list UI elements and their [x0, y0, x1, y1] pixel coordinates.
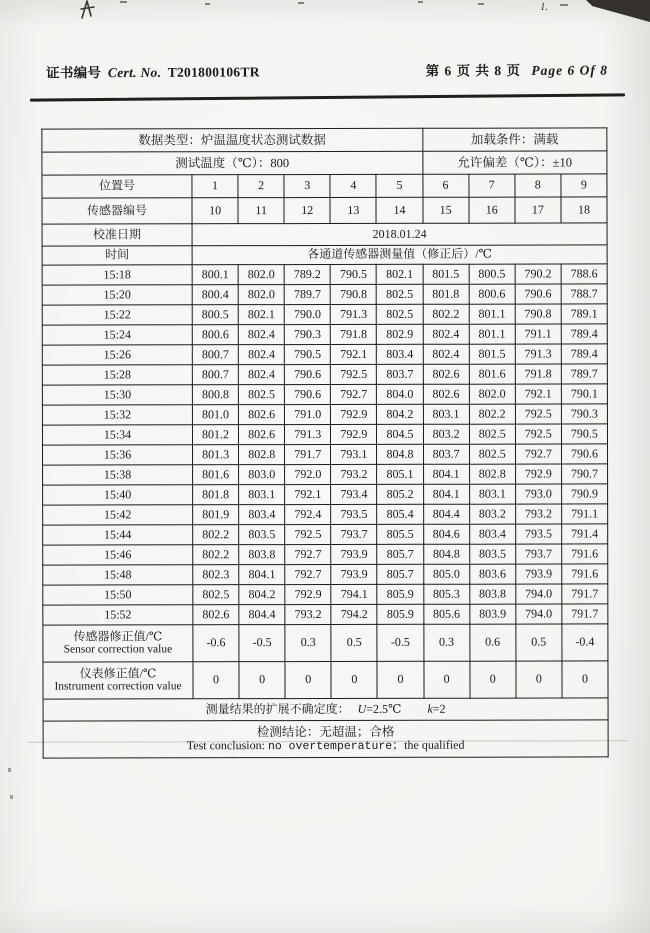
reading-value: 790.1: [561, 384, 607, 404]
reading-value: 803.4: [469, 524, 515, 544]
page-indicator: [426, 59, 608, 80]
scan-speck: [478, 3, 484, 5]
value-cell: 3: [284, 174, 330, 197]
reading-value: 801.5: [423, 264, 469, 284]
reading-time: 15:46: [43, 545, 193, 565]
value-cell: 8: [515, 174, 561, 197]
conclusion-en-mono: no overtemperature: [267, 739, 393, 753]
reading-value: 801.0: [192, 405, 238, 425]
scan-speck: [8, 768, 11, 772]
reading-value: 789.4: [561, 344, 607, 364]
reading-value: 802.5: [469, 444, 515, 464]
value-cell: 0: [470, 661, 516, 698]
reading-value: 788.6: [561, 264, 607, 284]
reading-time: 15:42: [43, 505, 193, 525]
reading-value: 800.7: [192, 345, 238, 365]
value-cell: 1: [192, 175, 238, 198]
value-cell: 0: [562, 661, 608, 698]
reading-value: 792.1: [515, 384, 561, 404]
reading-row: [42, 384, 607, 405]
reading-value: 790.8: [515, 304, 561, 324]
reading-value: 803.5: [239, 525, 285, 545]
reading-value: 805.1: [377, 464, 423, 484]
reading-time: 15:52: [43, 605, 193, 625]
reading-value: 800.5: [192, 305, 238, 325]
scan-speck: [205, 3, 210, 5]
value-cell: 9: [561, 174, 607, 197]
load-condition-cell: 加载条件：满载: [422, 128, 607, 151]
reading-time: 15:40: [43, 485, 193, 505]
uncertainty-row: [43, 698, 608, 721]
reading-value: 792.0: [285, 464, 331, 484]
reading-value: 802.1: [238, 305, 284, 325]
reading-value: 802.9: [377, 324, 423, 344]
reading-value: 803.8: [469, 584, 515, 604]
reading-row: [42, 404, 607, 425]
reading-value: 804.8: [423, 544, 469, 564]
reading-row: [43, 604, 608, 625]
page-indicator-zh: 第 6 页 共 8 页: [425, 62, 522, 79]
reading-value: 791.8: [331, 324, 377, 344]
reading-value: 803.4: [239, 505, 285, 525]
reading-value: 791.6: [562, 544, 608, 564]
value-cell: 0: [424, 661, 470, 698]
reading-value: 791.6: [562, 564, 608, 584]
reading-value: 803.0: [239, 465, 285, 485]
reading-value: 802.8: [469, 464, 515, 484]
value-cell: 0.5: [516, 624, 562, 661]
reading-value: 802.8: [239, 445, 285, 465]
reading-value: 790.6: [285, 384, 331, 404]
reading-value: 805.9: [377, 584, 423, 604]
reading-value: 791.3: [515, 344, 561, 364]
value-cell: 18: [561, 197, 607, 223]
reading-time: 15:20: [42, 285, 192, 305]
reading-row: [42, 424, 607, 445]
reading-value: 803.5: [469, 544, 515, 564]
reading-value: 805.7: [377, 564, 423, 584]
value-cell: 0: [193, 662, 239, 699]
reading-value: 792.7: [285, 544, 331, 564]
reading-value: 793.9: [331, 564, 377, 584]
value-cell: 4: [330, 174, 376, 197]
reading-value: 790.6: [285, 364, 331, 384]
reading-value: 803.1: [423, 404, 469, 424]
reading-value: 804.1: [423, 464, 469, 484]
reading-value: 802.0: [238, 285, 284, 305]
sensor-correction-row: [43, 624, 608, 662]
reading-value: 792.1: [331, 344, 377, 364]
reading-value: 803.7: [423, 444, 469, 464]
reading-value: 792.9: [285, 584, 331, 604]
calibration-label: 校准日期: [42, 224, 192, 246]
reading-value: 793.7: [515, 544, 561, 564]
reading-value: 805.0: [423, 564, 469, 584]
reading-value: 800.4: [192, 285, 238, 305]
reading-value: 803.2: [423, 424, 469, 444]
reading-value: 802.0: [469, 384, 515, 404]
reading-value: 804.1: [423, 484, 469, 504]
reading-value: 802.1: [377, 264, 423, 284]
reading-time: 15:32: [42, 405, 192, 425]
reading-value: 802.3: [193, 565, 239, 585]
scan-speck: [560, 4, 568, 6]
reading-value: 792.4: [285, 504, 331, 524]
reading-value: 789.7: [561, 364, 607, 384]
reading-value: 803.8: [239, 545, 285, 565]
value-cell: -0.4: [562, 624, 608, 661]
reading-value: 802.2: [193, 525, 239, 545]
reading-value: 790.3: [284, 324, 330, 344]
value-cell: 0: [516, 661, 562, 698]
reading-value: 793.0: [515, 484, 561, 504]
value-cell: -0.5: [377, 624, 423, 661]
instrument-correction-label: [43, 662, 193, 699]
reading-value: 805.9: [377, 604, 423, 624]
reading-value: 793.5: [515, 524, 561, 544]
certificate-number-line: [46, 60, 260, 81]
reading-value: 804.1: [239, 565, 285, 585]
reading-row: [42, 364, 607, 385]
reading-row: [43, 524, 608, 545]
uncertainty-k-value: =2: [432, 701, 446, 716]
cert-number: T201800106TR: [167, 64, 260, 80]
reading-value: 793.1: [331, 444, 377, 464]
sensor-correction-label-zh: 传感器修正值/℃: [73, 629, 163, 644]
reading-time: 15:36: [43, 445, 193, 465]
handwritten-mark: [78, 0, 100, 20]
instrument-correction-row: [43, 661, 608, 699]
reading-value: 792.5: [515, 404, 561, 424]
reading-value: 800.5: [469, 264, 515, 284]
scan-speck: [418, 1, 423, 3]
value-cell: 0: [331, 661, 377, 698]
calibration-row: [42, 223, 607, 246]
reading-value: 800.1: [192, 265, 238, 285]
reading-time: 15:34: [42, 425, 192, 445]
reading-time: 15:48: [43, 565, 193, 585]
reading-value: 792.9: [515, 464, 561, 484]
reading-row: [42, 344, 607, 365]
value-cell: 15: [423, 197, 469, 223]
reading-value: 803.1: [239, 485, 285, 505]
reading-value: 803.1: [469, 484, 515, 504]
reading-value: 801.1: [469, 304, 515, 324]
value-cell: 5: [376, 174, 422, 197]
reading-value: 790.6: [561, 444, 607, 464]
reading-value: 802.4: [423, 324, 469, 344]
reading-value: 794.1: [331, 584, 377, 604]
reading-row: [42, 264, 607, 285]
doc-header: [46, 59, 608, 82]
reading-value: 789.4: [561, 324, 607, 344]
reading-value: 802.2: [423, 304, 469, 324]
reading-value: 802.4: [238, 365, 284, 385]
instrument-correction-label-zh: 仪表修正值/℃: [79, 666, 157, 681]
value-cell: 17: [515, 197, 561, 223]
header-rule: [30, 93, 625, 101]
calibration-date: 2018.01.24: [192, 223, 607, 246]
reading-value: 800.6: [192, 325, 238, 345]
reading-value: 802.6: [423, 384, 469, 404]
value-cell: 2: [238, 175, 284, 198]
scan-corner-shadow: [586, 0, 650, 22]
reading-row: [42, 304, 607, 325]
instrument-correction-label-en: Instrument correction value: [54, 680, 182, 693]
position-label: 位置号: [42, 175, 192, 198]
reading-value: 791.7: [562, 584, 608, 604]
reading-time: 15:18: [42, 265, 192, 285]
reading-row: [43, 564, 608, 585]
reading-value: 792.7: [285, 564, 331, 584]
reading-value: 801.3: [193, 445, 239, 465]
reading-value: 792.7: [515, 444, 561, 464]
value-cell: -0.5: [239, 625, 285, 662]
value-cell: 7: [469, 174, 515, 197]
uncertainty-k-symbol: k: [427, 701, 433, 716]
reading-value: 791.3: [331, 304, 377, 324]
readings-body: [42, 264, 608, 625]
reading-value: 792.7: [331, 384, 377, 404]
value-cell: 0.3: [285, 624, 331, 661]
allowed-deviation-cell: 允许偏差（℃）：±10: [422, 151, 607, 174]
reading-row: [43, 444, 608, 465]
reading-row: [43, 584, 608, 605]
reading-value: 791.0: [285, 404, 331, 424]
reading-value: 793.9: [331, 544, 377, 564]
conclusion-en-suffix: ；the qualified: [392, 737, 465, 752]
reading-value: 789.2: [284, 264, 330, 284]
reading-row: [42, 324, 607, 345]
reading-row: [43, 464, 608, 485]
reading-time: 15:28: [42, 365, 192, 385]
reading-value: 804.8: [377, 444, 423, 464]
value-cell: 13: [330, 197, 376, 223]
time-header-row: [42, 245, 607, 265]
reading-value: 790.5: [561, 424, 607, 444]
scan-speck: [10, 795, 13, 799]
reading-value: 803.2: [469, 504, 515, 524]
conclusion-cell: [43, 720, 608, 758]
reading-value: 802.5: [469, 424, 515, 444]
reading-value: 792.1: [285, 484, 331, 504]
conclusion-zh: 检测结论：无超温；合格: [256, 724, 395, 739]
reading-value: 804.4: [423, 504, 469, 524]
reading-value: 791.3: [285, 424, 331, 444]
reading-value: 790.9: [561, 484, 607, 504]
reading-value: 803.6: [469, 564, 515, 584]
reading-value: 800.8: [192, 385, 238, 405]
data-type-row: [42, 128, 607, 152]
handwritten-tick: 1.: [540, 1, 549, 13]
test-temp-row: [42, 151, 607, 175]
reading-row: [43, 504, 608, 525]
value-cell: 0.5: [331, 624, 377, 661]
reading-value: 805.2: [377, 484, 423, 504]
reading-value: 803.9: [469, 604, 515, 624]
reading-value: 801.5: [469, 344, 515, 364]
reading-value: 802.4: [238, 325, 284, 345]
reading-value: 802.6: [423, 364, 469, 384]
value-cell: 14: [376, 197, 422, 223]
reading-value: 802.5: [377, 284, 423, 304]
reading-value: 800.7: [192, 365, 238, 385]
reading-value: 793.2: [515, 504, 561, 524]
reading-value: 791.7: [562, 604, 608, 624]
reading-value: 793.5: [331, 504, 377, 524]
reading-value: 791.8: [515, 364, 561, 384]
test-temp-cell: 测试温度（℃）：800: [42, 151, 423, 175]
reading-value: 791.1: [562, 504, 608, 524]
reading-value: 802.4: [423, 344, 469, 364]
value-cell: 11: [238, 198, 284, 224]
value-cell: 6: [422, 174, 468, 197]
reading-row: [43, 544, 608, 565]
reading-value: 802.2: [469, 404, 515, 424]
reading-value: 793.7: [331, 524, 377, 544]
reading-value: 794.0: [516, 584, 562, 604]
scan-speck: [120, 1, 127, 3]
page-indicator-en: Page 6 Of 8: [531, 62, 609, 78]
reading-value: 804.0: [377, 384, 423, 404]
value-cell: 12: [284, 197, 330, 223]
value-cell: 16: [469, 197, 515, 223]
reading-value: 802.6: [193, 605, 239, 625]
position-row: [42, 174, 607, 198]
cert-label-zh: 证书编号: [45, 65, 102, 81]
reading-value: 790.0: [284, 304, 330, 324]
reading-value: 803.4: [377, 344, 423, 364]
value-cell: 0.6: [470, 624, 516, 661]
reading-value: 801.6: [469, 364, 515, 384]
reading-value: 804.5: [377, 424, 423, 444]
reading-value: 801.8: [193, 485, 239, 505]
reading-value: 801.2: [192, 425, 238, 445]
reading-value: 793.9: [516, 564, 562, 584]
reading-time: 15:50: [43, 585, 193, 605]
reading-time: 15:22: [42, 305, 192, 325]
uncertainty-prefix: 测量结果的扩展不确定度：: [205, 701, 350, 717]
reading-value: 802.2: [193, 545, 239, 565]
reading-value: 790.7: [561, 464, 607, 484]
conclusion-en: [46, 738, 606, 754]
reading-value: 803.7: [377, 364, 423, 384]
uncertainty-u-value: =2.5℃: [366, 701, 402, 716]
reading-value: 789.1: [561, 304, 607, 324]
conclusion-en-prefix: Test conclusion:: [186, 737, 268, 752]
conclusion-row: [43, 720, 608, 758]
reading-value: 801.6: [193, 465, 239, 485]
reading-value: 790.5: [285, 344, 331, 364]
value-cell: -0.6: [193, 625, 239, 662]
data-type-cell: 数据类型：炉温温度状态测试数据: [42, 128, 423, 152]
uncertainty-u-symbol: U: [357, 701, 367, 716]
reading-value: 804.2: [239, 585, 285, 605]
value-cell: 10: [192, 198, 238, 224]
cert-label-en: Cert. No.: [107, 64, 162, 81]
reading-value: 791.4: [562, 524, 608, 544]
reading-time: 15:44: [43, 525, 193, 545]
reading-value: 804.6: [423, 524, 469, 544]
reading-value: 802.6: [239, 425, 285, 445]
reading-value: 793.2: [285, 604, 331, 624]
reading-value: 793.4: [331, 484, 377, 504]
reading-time: 15:30: [42, 385, 192, 405]
reading-value: 801.1: [469, 324, 515, 344]
channel-header: 各通道传感器测量值（修正后）/℃: [192, 245, 607, 265]
furnace-test-data-table: [41, 127, 608, 758]
reading-value: 801.9: [193, 505, 239, 525]
reading-row: [42, 284, 607, 305]
sensor-id-row: [42, 197, 607, 224]
reading-value: 791.7: [285, 444, 331, 464]
reading-value: 802.5: [238, 385, 284, 405]
reading-value: 792.5: [331, 364, 377, 384]
reading-value: 791.1: [515, 324, 561, 344]
value-cell: 0: [377, 661, 423, 698]
scan-speck: [298, 2, 304, 4]
reading-value: 792.9: [331, 404, 377, 424]
sensor-correction-label: [43, 625, 193, 662]
reading-value: 805.7: [377, 544, 423, 564]
value-cell: 0: [285, 661, 331, 698]
reading-value: 792.5: [515, 424, 561, 444]
reading-value: 792.9: [331, 424, 377, 444]
value-cell: 0: [239, 662, 285, 699]
reading-value: 794.0: [516, 604, 562, 624]
reading-value: 804.2: [377, 404, 423, 424]
reading-value: 790.5: [330, 264, 376, 284]
sensor-correction-label-en: Sensor correction value: [63, 643, 173, 656]
reading-value: 805.5: [377, 524, 423, 544]
time-label: 时间: [42, 246, 192, 265]
reading-value: 800.6: [469, 284, 515, 304]
reading-value: 794.2: [331, 604, 377, 624]
reading-value: 802.4: [238, 345, 284, 365]
reading-value: 792.5: [285, 524, 331, 544]
reading-value: 801.8: [423, 284, 469, 304]
value-cell: 0.3: [423, 624, 469, 661]
reading-time: 15:24: [42, 325, 192, 345]
reading-value: 805.4: [377, 504, 423, 524]
reading-value: 789.7: [284, 284, 330, 304]
reading-value: 802.6: [239, 405, 285, 425]
reading-time: 15:26: [42, 345, 192, 365]
sensor-label: 传感器编号: [42, 198, 192, 224]
reading-value: 802.0: [238, 265, 284, 285]
reading-value: 790.6: [515, 284, 561, 304]
reading-value: 805.3: [423, 584, 469, 604]
reading-value: 793.2: [331, 464, 377, 484]
reading-value: 802.5: [193, 585, 239, 605]
reading-time: 15:38: [43, 465, 193, 485]
reading-value: 790.3: [561, 404, 607, 424]
reading-value: 805.6: [423, 604, 469, 624]
uncertainty-cell: [43, 698, 608, 721]
reading-row: [43, 484, 608, 505]
reading-value: 790.2: [515, 264, 561, 284]
reading-value: 804.4: [239, 605, 285, 625]
reading-value: 788.7: [561, 284, 607, 304]
reading-value: 790.8: [330, 284, 376, 304]
reading-value: 802.5: [377, 304, 423, 324]
